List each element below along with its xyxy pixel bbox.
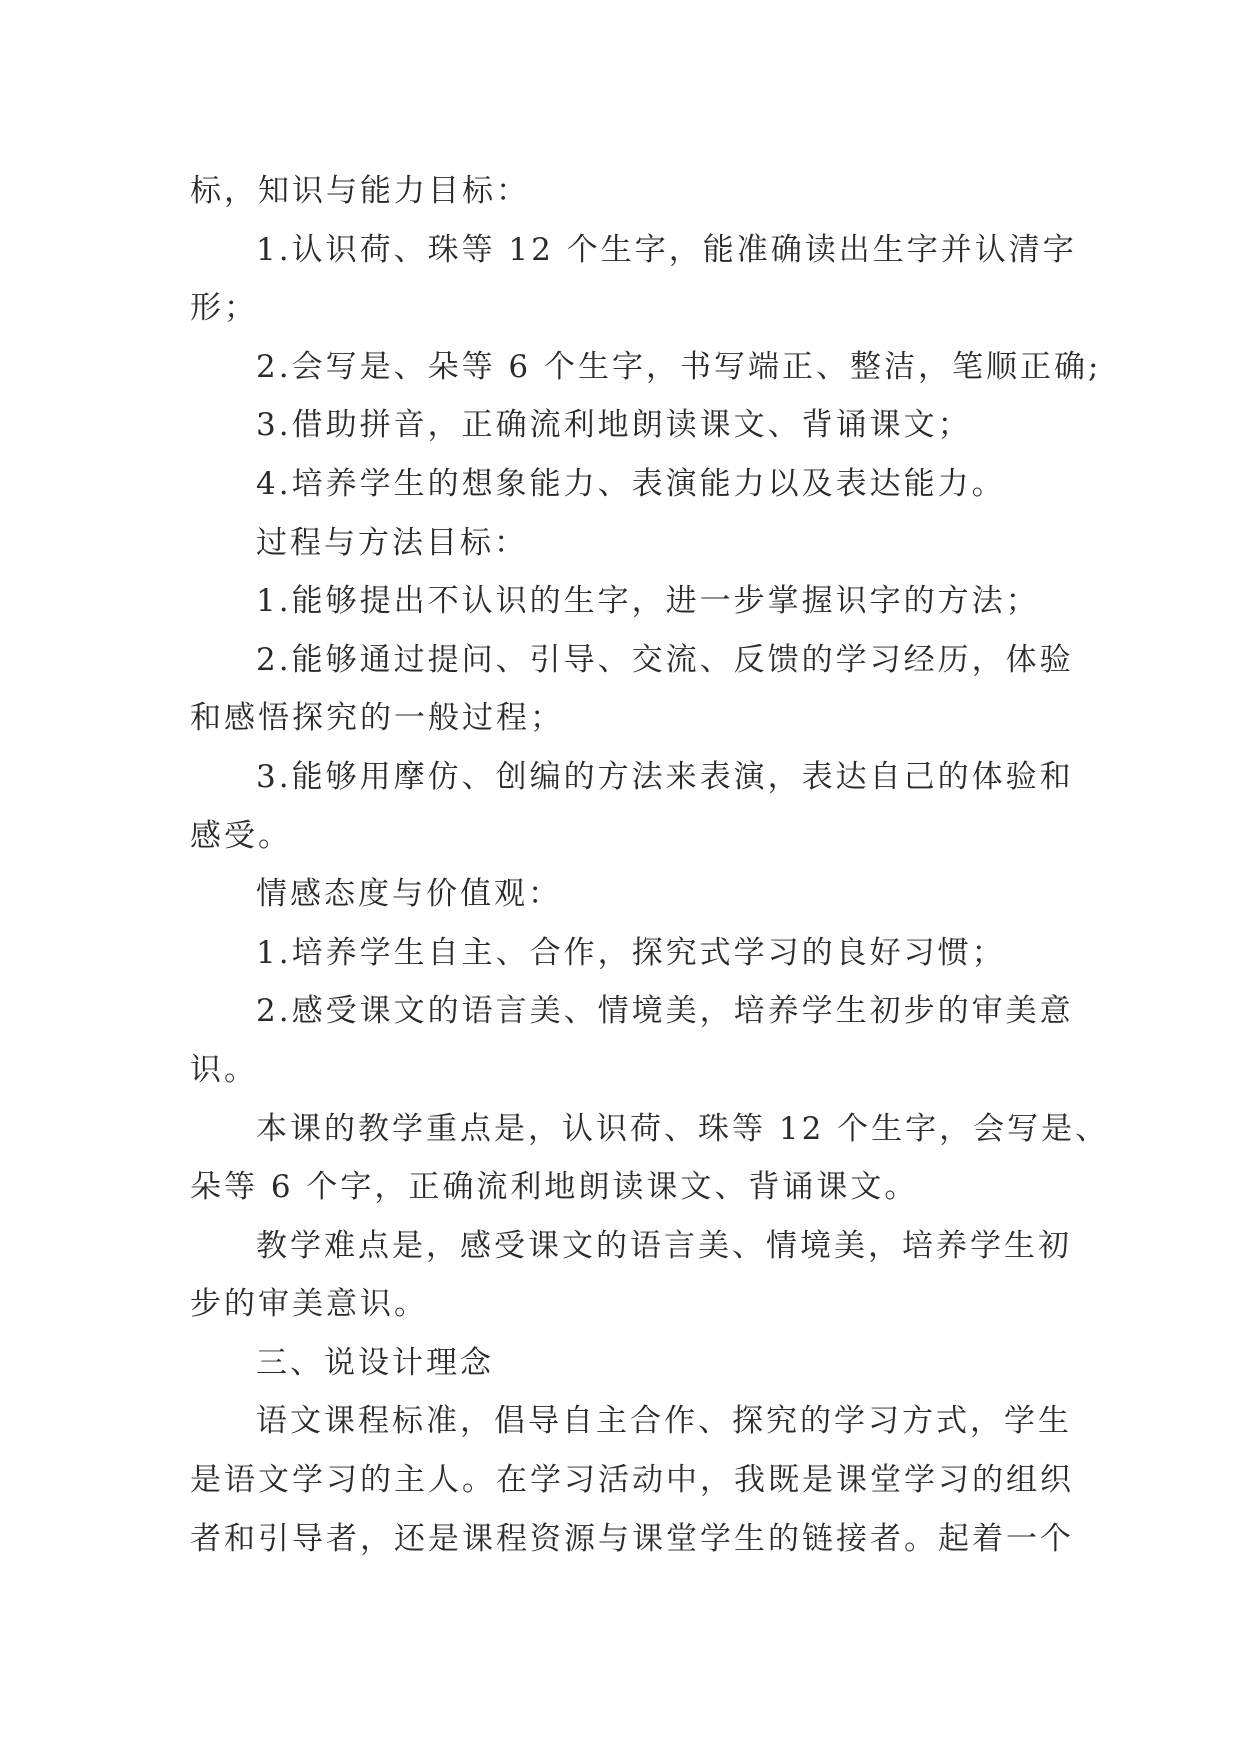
text-line: 1.认识荷、珠等 12 个生字，能准确读出生字并认清字 — [256, 231, 1077, 268]
text-line: 者和引导者，还是课程资源与课堂学生的链接者。起着一个 — [190, 1520, 1074, 1557]
text-line: 3.能够用摩仿、创编的方法来表演，表达自己的体验和 — [256, 758, 1074, 795]
section-heading: 情感态度与价值观： — [256, 876, 562, 913]
text-line: 步的审美意识。 — [190, 1286, 428, 1323]
section-heading: 过程与方法目标： — [256, 524, 528, 561]
document-body — [190, 162, 1110, 1568]
text-line: 3.借助拼音，正确流利地朗读课文、背诵课文； — [256, 407, 972, 444]
text-line: 标，知识与能力目标： — [190, 173, 530, 209]
text-line: 形； — [190, 290, 258, 327]
text-line: 识。 — [190, 1051, 258, 1088]
text-line: 2.会写是、朵等 6 个生字，书写端正、整洁，笔顺正确; — [256, 348, 1102, 385]
text-line: 是语文学习的主人。在学习活动中，我既是课堂学习的组织 — [190, 1462, 1074, 1499]
text-line: 4.培养学生的想象能力、表演能力以及表达能力。 — [256, 465, 1006, 502]
text-line: 语文课程标准，倡导自主合作、探究的学习方式，学生 — [256, 1403, 1072, 1440]
text-line: 1.能够提出不认识的生字，进一步掌握识字的方法； — [256, 583, 1040, 620]
text-line: 和感悟探究的一般过程； — [190, 700, 564, 737]
text-line: 本课的教学重点是，认识荷、珠等 12 个生字，会写是、 — [256, 1110, 1110, 1147]
text-line: 1.培养学生自主、合作，探究式学习的良好习惯； — [256, 934, 1006, 971]
text-line: 2.感受课文的语言美、情境美，培养学生初步的审美意 — [256, 993, 1074, 1030]
section-heading: 三、说设计理念 — [256, 1344, 494, 1381]
text-line: 朵等 6 个字，正确流利地朗读课文、背诵课文。 — [190, 1169, 919, 1206]
text-line: 2.能够通过提问、引导、交流、反馈的学习经历，体验 — [256, 641, 1074, 678]
text-line: 教学难点是，感受课文的语言美、情境美，培养学生初 — [256, 1227, 1072, 1264]
text-line: 感受。 — [190, 817, 292, 854]
